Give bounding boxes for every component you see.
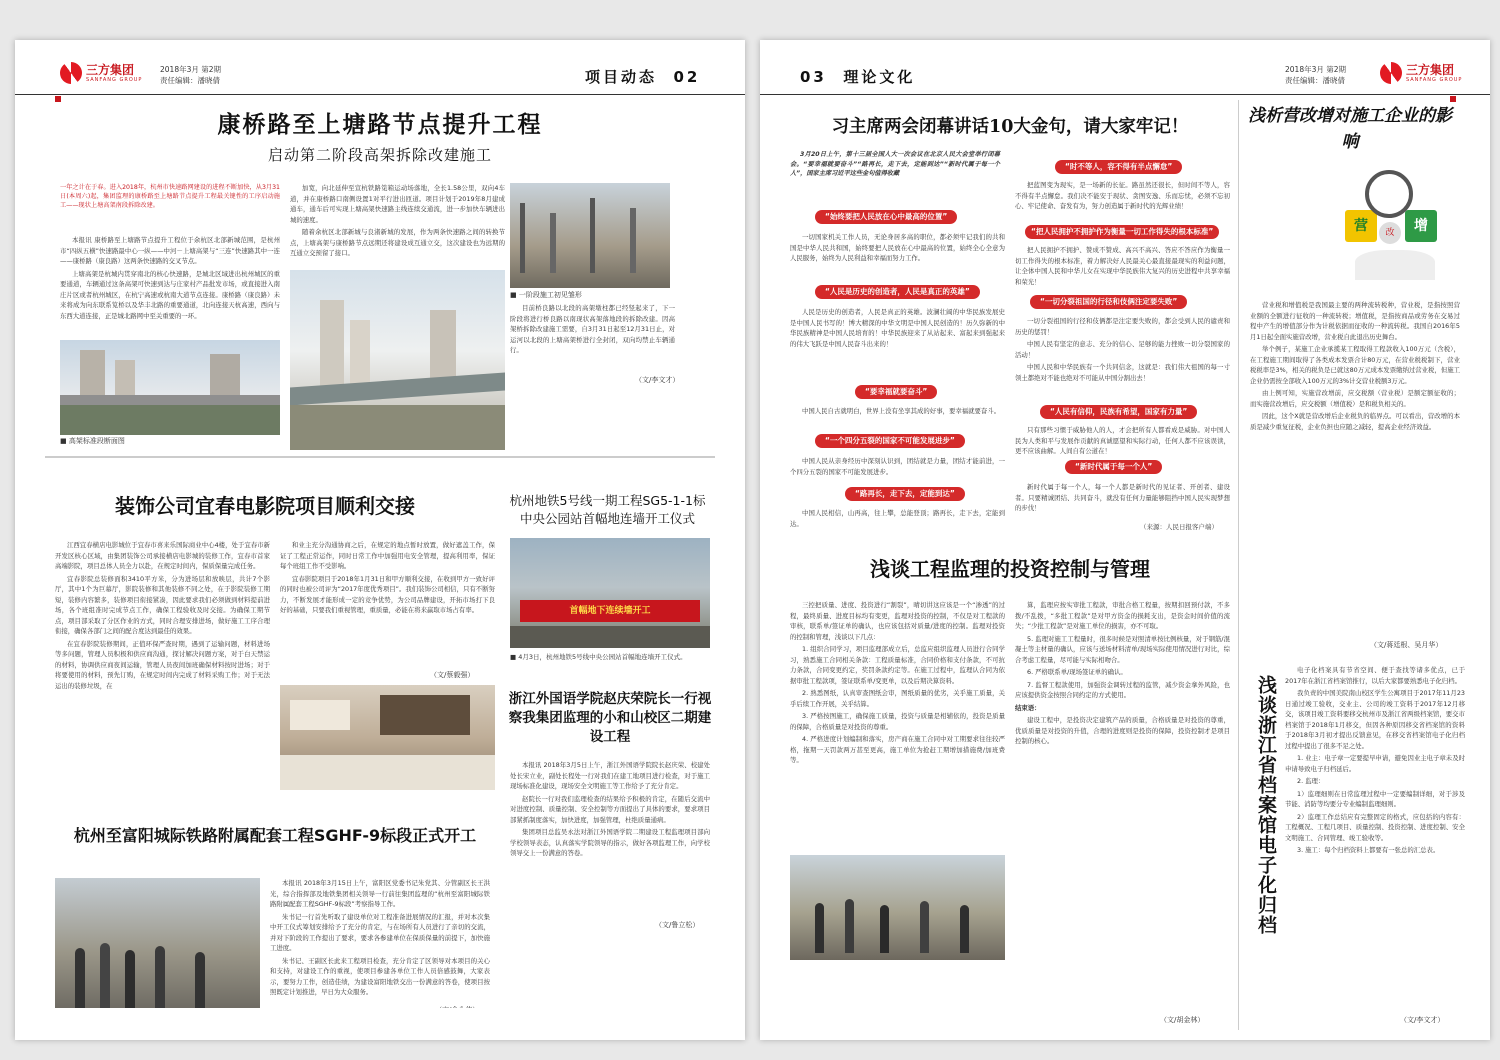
paragraph: 1. 业主：电子章一定要提早申请，避免因业主电子章未及时申请导致电子归档延后。 bbox=[1285, 754, 1465, 773]
paragraph: 赵院长一行对我们监理检查的结果给予积极的肯定，在随后交流中对进度控制、质量控制、安全控制等方面提出了具体的要求，要求项目部紧抓制度落实，加快进度，加强管理，杜绝质量通病。 bbox=[510, 794, 710, 824]
paragraph: 宜春影院总装修面积3410平方米，分为进场层和放映层，共计7个影厅，其中1个为巨幕厅，影院装修和其他装修不同之处，在于影院装修工期短，装修内容繁多，装修项目衔接紧凑，因此要求我们必须做到材料提前进场，各个班组准时完成节点工作，确保工程验收及时交接。为确保工期节点，项目部采取了分区作业的方式，同时合理安排进场，做好施工工序合理衔接，确保各部门之间的配合度达到最佳的效果。 bbox=[55, 574, 270, 635]
railway-visit-photo bbox=[55, 878, 260, 1028]
photo1-caption: ■ 高架标准段断面图 bbox=[60, 437, 125, 445]
tax-illustration bbox=[1335, 160, 1455, 295]
header-rule bbox=[760, 94, 1490, 95]
article-title: 杭州地铁5号线一期工程SG5-1-1标中央公园站首幅地连墙开工仪式 bbox=[509, 493, 706, 526]
issue-editor: 责任编辑：潘晓倩 bbox=[1285, 76, 1345, 85]
quote-tag: “路再长，走下去，定能到达” bbox=[845, 487, 965, 501]
quote-body bbox=[790, 307, 1005, 351]
quote-body bbox=[1015, 316, 1230, 385]
paragraph: 和业主充分沟通协商之后，在规定的地点暂时放置，做好遮盖工作，保证了工程正常运作，同时日常工作中加强用电安全管理，提高利用率，保证每个班组工作不受影响。 bbox=[280, 541, 495, 570]
issue-info bbox=[1285, 64, 1346, 86]
paragraph: 6. 严格联系单/现场签证单的确认。 bbox=[1027, 668, 1127, 676]
logo-icon bbox=[60, 62, 82, 84]
paragraph: 朱书记一行首先听取了建设单位对工程准备进展情况的汇报，并对本次集中开工仪式筹划安排给予了充分的肯定，与在场所有人员进行了亲切的交流，并对下阶段的工作提出了要求，要求各参建单位在保质保量的前提下，加快施工进度。 bbox=[270, 912, 490, 952]
paragraph: 本报讯 2018年3月5日上午，浙江外国语学院院长赵庆荣、校建处处长宋立业，副处长程处一行对我们在建工地项目进行检查，对于施工现场标准化建设，现场安全文明施工等工作给予了充分肯定。 bbox=[510, 761, 710, 790]
left-header bbox=[15, 62, 745, 92]
logo-name: 三方集团 bbox=[1406, 62, 1455, 77]
paragraph: 新时代属于每一个人，每一个人都是新时代的见证者、开创者、建设者。只要精诚团结、共同奋斗，就没有任何力量能够阻挡中国人民实现梦想的步伐！ bbox=[1015, 483, 1230, 512]
logo-icon bbox=[1380, 62, 1402, 84]
header-tick bbox=[55, 96, 61, 102]
site-photo bbox=[510, 183, 670, 288]
company-logo bbox=[60, 62, 142, 84]
paragraph: 因此，这个X就是营改增后企业税负的临界点。可以看出，营改增的本质是减少重复征税，企业负担也应随之减轻，提高企业经济效益。 bbox=[1250, 412, 1460, 431]
article-lead: 一年之计在于春。进入2018年，杭州市快速路网建设的进程不断加快，从3月31日(本周六)起，集团监理的康桥路至上塘路节点提升工程最关键性的工序启动施工——现状上塘高架南段拆除改建。 bbox=[60, 184, 280, 209]
article-subtitle: 启动第二阶段高架拆除改建施工 bbox=[267, 146, 492, 164]
article2-col2 bbox=[1015, 600, 1230, 749]
issue-date: 2018年3月 第2期 bbox=[1285, 65, 1347, 74]
paragraph: 宜春影院项目于2018年1月31日和甲方顺利交接，在收到甲方一致好评的同时也被公司评为“2017年度优秀项目”。我们装饰公司相信，只有不断努力，不断发展才能形成一定的竞争优势，为公司品牌建设，开拓市场打下良好的基础，只要我们重视管理，重质量，必能在将来赢取市场占有率。 bbox=[280, 574, 495, 614]
paragraph: 3. 严格按图施工，确保施工质量，投资与质量是相辅依的，投资是质量的保障，合格质量是对投资的尊重。 bbox=[790, 712, 1005, 731]
photo2-caption: ■ 一阶段施工初见雏形 bbox=[510, 291, 582, 299]
paragraph: 1）监理细则在日常监理过程中一定要编制详细，对于涉及节能、消防等均要分专业编制监理细则。 bbox=[1285, 789, 1465, 808]
article2-col1 bbox=[790, 600, 1005, 768]
issue-info bbox=[160, 64, 221, 86]
article2-col2 bbox=[280, 540, 495, 618]
article-source: （来源：人民日报客户端） bbox=[1140, 523, 1218, 531]
quote-body bbox=[1015, 245, 1230, 289]
paragraph: 加宽，向北延伸至宣杭铁路笕箱运动场落地，全长1.58公里，双向4车道，并在康桥路口南侧设置1对平行进出匝道。项目计划于2019年8月建成通车，通车后可实现上塘高架快速路主线连续交通流，进一步加快车辆进出城的速度。 bbox=[290, 184, 505, 224]
paragraph: 三控把质量、进度、投资进行“割裂”，晴切讲这应该是一个“渗透”的过程，最终质量、进度目标均有变更，监理对投资的控制，不仅是对工程款的审核，联系单/签证单的确认，也应该包括对质量/进度的控制。监理对投资的控制和管理，浅谈以下几点： bbox=[790, 601, 1005, 641]
article1-col3 bbox=[510, 303, 675, 358]
article-author: （文/胡金林） bbox=[1160, 1016, 1205, 1024]
zeng-block-icon: 增 bbox=[1405, 210, 1437, 242]
article2-col1 bbox=[55, 540, 270, 693]
site-inspection-photo bbox=[790, 855, 1005, 960]
logo-sub: SANFANG GROUP bbox=[86, 76, 143, 83]
header-tick bbox=[1450, 96, 1456, 102]
quote-tag: “把人民拥护不拥护作为衡量一切工作得失的根本标准” bbox=[1025, 225, 1219, 239]
section-title bbox=[585, 66, 700, 87]
article-title: 浅谈工程监理的投资控制与管理 bbox=[870, 557, 1150, 581]
ying-block-icon: 营 bbox=[1345, 210, 1377, 242]
paragraph: 江西宜春横店电影城位于宜春市喜来乐国际商业中心4楼，处于宜春市新开发区核心区域，由集团装饰公司承接横店电影城的装修工作，宜春市首家高端影院，项目总体人员全力以赴，在规定时间内，保质保量完成任务。 bbox=[55, 541, 270, 570]
ceremony-banner: 首幅地下连续墙开工 bbox=[520, 600, 700, 622]
page-bottom-spacer bbox=[15, 1008, 745, 1040]
article-title: 习主席两会闭幕讲话10大金句，请大家牢记！ bbox=[831, 117, 1189, 137]
article-title: 装饰公司宜春电影院项目顺利交接 bbox=[115, 494, 415, 518]
issue-date: 2018年3月 第2期 bbox=[160, 65, 222, 74]
article-title: 浅谈浙江省档案馆电子化归档 bbox=[1255, 675, 1277, 935]
photo3-caption: ■ 4月3日，杭州地铁5号线中央公园站首幅地连墙开工仪式。 bbox=[510, 653, 687, 661]
paragraph: 4. 严格进度计划编制和落实，房产商在施工合同中对工期要求往往较严格，拖期一天罚款两万甚至更高，施工单位为抢赶工期增加措施费/加班费等。 bbox=[790, 735, 1005, 764]
article5-body bbox=[270, 878, 490, 1000]
elevated-road-photo bbox=[60, 340, 280, 435]
left-page bbox=[15, 40, 745, 1040]
quote-body bbox=[1015, 180, 1230, 214]
right-page bbox=[760, 40, 1490, 1040]
article-author: （文/蔡毅强） bbox=[430, 671, 475, 679]
article-author: （文/鲁立松） bbox=[655, 921, 700, 929]
caption-text: 高架标准段断面图 bbox=[68, 437, 125, 445]
paragraph: 集团项目总监吴永法对浙江外国语学院二期建设工程监理项目部向学校领导表态，认真落实学院领导的指示，做好各项监理工作，向学校领导交上一份满意的答卷。 bbox=[510, 828, 710, 857]
article1-col1 bbox=[60, 235, 280, 323]
paragraph: 2. 熟悉图纸，认真审查图纸会审，图纸质量的优劣，关乎施工质量，关乎后续工作开展，关乎结算。 bbox=[790, 689, 1005, 708]
magnifier-icon bbox=[1365, 170, 1413, 218]
paragraph: 把蓝图变为现实，是一场新的长征。路虽然还很长，但时间不等人，容不得有半点懈怠。我们决不能安于现状、贪图安逸、乐而忘忧，必须不忘初心、牢记使命、奋发有为，努力创造属于新时代的光辉业绩！ bbox=[1015, 181, 1230, 210]
figure-shadow-icon bbox=[1355, 250, 1435, 280]
article-intro: 3月20日上午，第十三届全国人大一次会议在北京人民大会堂举行闭幕会。“要幸福就要奋斗”“路再长，走下去，定能到达”“新时代属于每一个人”，国家主席习近平这些金句值得收藏 bbox=[790, 151, 1000, 177]
paragraph: 中国人民从亲身经历中深刻认识到，团结就是力量，团结才能前进，一个四分五裂的国家不可能发展进步。 bbox=[790, 457, 1005, 476]
paragraph: 把人民拥护不拥护、赞成不赞成、高兴不高兴、答应不答应作为衡量一切工作得失的根本标准，着力解决好人民最关心最直接最现实的利益问题，让全体中国人民和中华儿女在实现中华民族伟大复兴的历史进程中共享幸福和荣光！ bbox=[1015, 246, 1230, 286]
paragraph: 电子化档案具有节省空间、便于查找等诸多优点，已于2017年在浙江省档案馆推行，以后大家都要熟悉电子化归档。 bbox=[1285, 666, 1465, 685]
paragraph: 结束语： bbox=[1015, 703, 1041, 712]
quote-body bbox=[790, 406, 1005, 419]
quote-body bbox=[790, 456, 1005, 479]
paragraph: 1. 组织合同学习，项目监理部成立后，总监应组织监理人员进行合同学习，熟悉施工合同相关条款：工程质量标准，合同价格和支付条款，不可抗力条款，合同变更约定，奖罚条款约定等。在施工过程中，监理认合同为依据审批工程款项，签证联系单/变更单，以及后期决算资料。 bbox=[790, 645, 1005, 685]
paragraph: 本报讯 康桥路至上塘路节点提升工程位于余杭区北部新城范围，是杭州市“四纵五横”快速路最中心一纵——中河－上塘高架与“三连”快速路其中一连——康桥路（康良路）这两条快速路的交叉节点。 bbox=[60, 236, 280, 265]
logo-sub: SANFANG GROUP bbox=[1406, 76, 1463, 83]
quote-body bbox=[1015, 482, 1230, 516]
article-title: 康桥路至上塘路节点提升工程 bbox=[217, 112, 543, 138]
paragraph: 5. 监理对施工工程量时，很多时候是对照清单按比例核量，对于钢筋/混凝土等主材量的确认，应该与送场材料清单/现场实际使用情况进行对比，综合考虑工程量，尽可能与实际相吻合。 bbox=[1015, 634, 1230, 664]
construction-render-photo bbox=[290, 270, 505, 450]
section-name: 项目动态 bbox=[585, 68, 658, 86]
article-title: 浙江外国语学院赵庆荣院长一行视察我集团监理的小和山校区二期建设工程 bbox=[508, 691, 712, 745]
logo-name: 三方集团 bbox=[86, 62, 135, 77]
page-number: 02 bbox=[673, 68, 701, 86]
paragraph: 只有那些习惯于威胁他人的人，才会把所有人都看成是威胁。对中国人民为人类和平与发展作贡献的真诚愿望和实际行动，任何人都不应该误读，更不应该曲解。人间自有公道在！ bbox=[1015, 426, 1230, 455]
paragraph: 在宜春影院装修期间，正值环保严查时期，遇到了运输问题，材料进场等多问题，管理人员积极和供应商沟通，探讨解决问题方案，对于白天禁运的材料，协调供应商夜间运输，管理人员夜间加班确保材料按时进场；对于将要使用的材料，预先订购，在规定时间内完成了材料采购工作；对于无法运出的装修垃圾，在 bbox=[55, 639, 270, 690]
header-rule bbox=[15, 94, 745, 95]
article3-body bbox=[1250, 300, 1460, 434]
article4-body bbox=[1285, 665, 1465, 858]
paragraph: 中国人民自古就明白，世界上没有坐享其成的好事，要幸福就要奋斗。 bbox=[802, 407, 1001, 415]
quote-tag: “始终要把人民放在心中最高的位置” bbox=[815, 210, 957, 224]
paragraph: 算，监理应按实审批工程款，审批合格工程量，按期扣回预付款，不多拨/不乱拨，“多批工程款”是对甲方资金的损耗支出，是资金时间价值的流失；“少批工程款”是对施工单位的损害，亦不可取。 bbox=[1015, 601, 1230, 630]
article-title: 浅析营改增对施工企业的影响 bbox=[1248, 106, 1452, 152]
paragraph: 随着余杭区北部新城与良渚新城的发展，作为两条快速路之间的转换节点，上塘高架与康桥路节点远期还将建设成互通立交，这次建设也为远期的互通立交预留了接口。 bbox=[290, 228, 505, 257]
column-divider bbox=[1238, 100, 1239, 1030]
paragraph: 一切分裂祖国的行径和伎俩都是注定要失败的，都会受到人民的谴责和历史的惩罚！ bbox=[1015, 317, 1230, 336]
paragraph: 2）监理工作总结应有完整固定的格式，应包括的内容有：工程概况、工程几项目、质量控制、投资控制、进度控制、安全文明施工、合同管理、竣工验收等。 bbox=[1285, 812, 1465, 842]
article-author: （文/李文才） bbox=[635, 376, 680, 384]
paragraph: 我负责的中国美院南山校区学生公寓项目于2017年11月23日通过竣工验收，交业主、公司的竣工资料于2017年12月移交，该项目竣工资料要移交杭州市及浙江省两级档案馆，要交市档案馆于2018年1月移交，但因各种原因移交省档案馆的资料于2018年3月初才提出反馈意见，在移交省档案馆电子化归档过程中提出了很多不足之处。 bbox=[1285, 689, 1465, 750]
quote-body bbox=[1015, 425, 1230, 459]
caption-text: 4月3日，杭州地铁5号线中央公园站首幅地连墙开工仪式。 bbox=[518, 653, 687, 661]
caption-text: 一阶段施工初见雏形 bbox=[518, 291, 582, 299]
paragraph: 7. 监督工程款使用，加强资金调转过程的监管，减少资金拿外风险，也应该提供资金按照合同约定的方式使用。 bbox=[1015, 680, 1230, 699]
metro-ceremony-photo bbox=[510, 538, 710, 648]
paragraph: 上塘高架是杭城内贯穿南北的核心快速路，是城北区域进出杭州城区的重要通道，车辆通过这条高架可快速到达与庄家村产品批发市场，或直接进入南庄片区或者杭州城区，在杭宁高速或杭南大道节点连接。康桥路（康良路）未来将成为向东联系笕桥以及华丰北路的重要通道，北向连接天杭高速，西向与东西大道连接，正是城北路网中至关重要的一环。 bbox=[60, 269, 280, 320]
paragraph: 中国人民有坚定的意志、充分的信心、足够的能力挫败一切分裂国家的活动！ bbox=[1015, 340, 1230, 359]
quote-tag: “时不等人，容不得有半点懈怠” bbox=[1055, 160, 1182, 174]
article1-col2 bbox=[290, 183, 505, 261]
paragraph: 3. 施工：每个归档资料上都要有一张总的汇总表。 bbox=[1297, 846, 1440, 854]
article-title: 杭州至富阳城际铁路附属配套工程SGHF-9标段正式开工 bbox=[73, 826, 477, 845]
paragraph: 中国人民和中华民族有一个共同信念，这就是：我们伟大祖国的每一寸领土都绝对不能也绝对不可能从中国分割出去！ bbox=[1015, 363, 1230, 382]
cinema-photo bbox=[280, 685, 495, 790]
section-title bbox=[800, 66, 915, 87]
quote-tag: “要幸福就要奋斗” bbox=[855, 385, 937, 399]
quote-body bbox=[790, 232, 1005, 266]
quote-body bbox=[790, 508, 1005, 531]
quote-tag: “一切分裂祖国的行径和伎俩注定要失败” bbox=[1030, 295, 1187, 309]
quote-tag: “人民有信仰，民族有希望，国家有力量” bbox=[1040, 405, 1197, 419]
issue-editor: 责任编辑：潘晓倩 bbox=[160, 76, 220, 85]
page-number: 03 bbox=[800, 68, 827, 86]
paragraph: 朱书记、王副区长此来工程项目检查，充分肯定了区领导对本项目的关心和支持，对建设工作的重视，使项目参建各单位工作人员倍感鼓舞，大家表示，要努力工作，创造佳绩，为建设富阳地铁交出一份满意的答卷，使项目按照既定计划推进，早日为大众服务。 bbox=[270, 956, 490, 996]
paragraph: 人民是历史的创造者，人民是真正的英雄。波澜壮阔的中华民族发展史是中国人民书写的！博大精深的中华文明是中国人民创造的！历久弥新的中华民族精神是中国人民培育的！中华民族迎来了从站起来、富起来到强起来的伟大飞跃是中国人民奋斗出来的！ bbox=[790, 308, 1005, 348]
paragraph: 中国人民相信，山再高，往上攀，总能登顶；路再长，走下去，定能到达。 bbox=[790, 509, 1005, 528]
paragraph: 本报讯 2018年3月15日上午，富阳区党委书记朱党其、分管副区长王洪光，综合指挥部及地铁集团相关领导一行前往集团监理的“杭州至富阳城际铁路附属配套工程SGHF-9标段”考察指导工作。 bbox=[270, 879, 490, 908]
quote-tag: “新时代属于每一个人” bbox=[1065, 460, 1162, 474]
right-header bbox=[760, 62, 1490, 92]
paragraph: 举个例子，某施工企业承揽某工程取得工程款收入100万元（含税），在工程施工期间取得了各类成本发票合计80万元，在营业税税制下，营业税税率是3%，相关的税负是已就这80万元成本发票缴纳过营业税，但施工企业仍需按全部收入100万元的3%计交营业税额3万元。 bbox=[1250, 345, 1460, 385]
article-author: （文/蒋廷根、吴月华） bbox=[1370, 641, 1443, 649]
paragraph: 2. 监理： bbox=[1297, 777, 1325, 785]
article4-body bbox=[510, 760, 710, 861]
paragraph: 建设工程中，是投资决定建筑产品的质量，合格质量是对投资的尊重，优质质量是对投资的升值，合理的进度则是投资的保障，投资控制才是项目控制的核心。 bbox=[1015, 716, 1230, 745]
article-author: （文/李文才） bbox=[1400, 1016, 1445, 1024]
company-logo bbox=[1380, 62, 1462, 84]
quote-tag: “一个四分五裂的国家不可能发展进步” bbox=[815, 434, 965, 448]
divider bbox=[45, 456, 715, 458]
paragraph: 一切国家机关工作人员，无论身居多高的职位，都必须牢记我们的共和国是中华人民共和国，始终要把人民放在心中最高的位置，始终全心全意为人民服务，始终为人民利益和幸福而努力工作。 bbox=[790, 233, 1005, 262]
quote-tag: “人民是历史的创造者，人民是真正的英雄” bbox=[815, 285, 980, 299]
section-name: 理论文化 bbox=[843, 68, 916, 86]
gai-circle-icon: 改 bbox=[1379, 222, 1401, 244]
paragraph: 目前桥良路以北段的高架墩柱都已经竖起来了，下一阶段将进行桥良路以南现状高架落地段的拆除改建。因高架桥拆除改建施工需要，自3月31日起至12月31日止，对运河以北段的上塘高架桥进行全封闭，双向均禁止车辆通行。 bbox=[510, 304, 675, 354]
paragraph: 营业税和增值税是我国最主要的两种流转税种，营业税，是指按照营业额的全额进行征收的一种流转税；增值税，是指按商品或劳务在交易过程中产生的增值部分作为计税依据而征收的一种流转税。我国自2016年5月1日起全面实施营改增，营业税自此退出历史舞台。 bbox=[1250, 301, 1460, 341]
paragraph: 由上例可知，实施营改增前，应交税额（营业税）是额定额征收的；而实施营改增后，应交税额（增值税）是和税负相关的。 bbox=[1250, 389, 1460, 408]
